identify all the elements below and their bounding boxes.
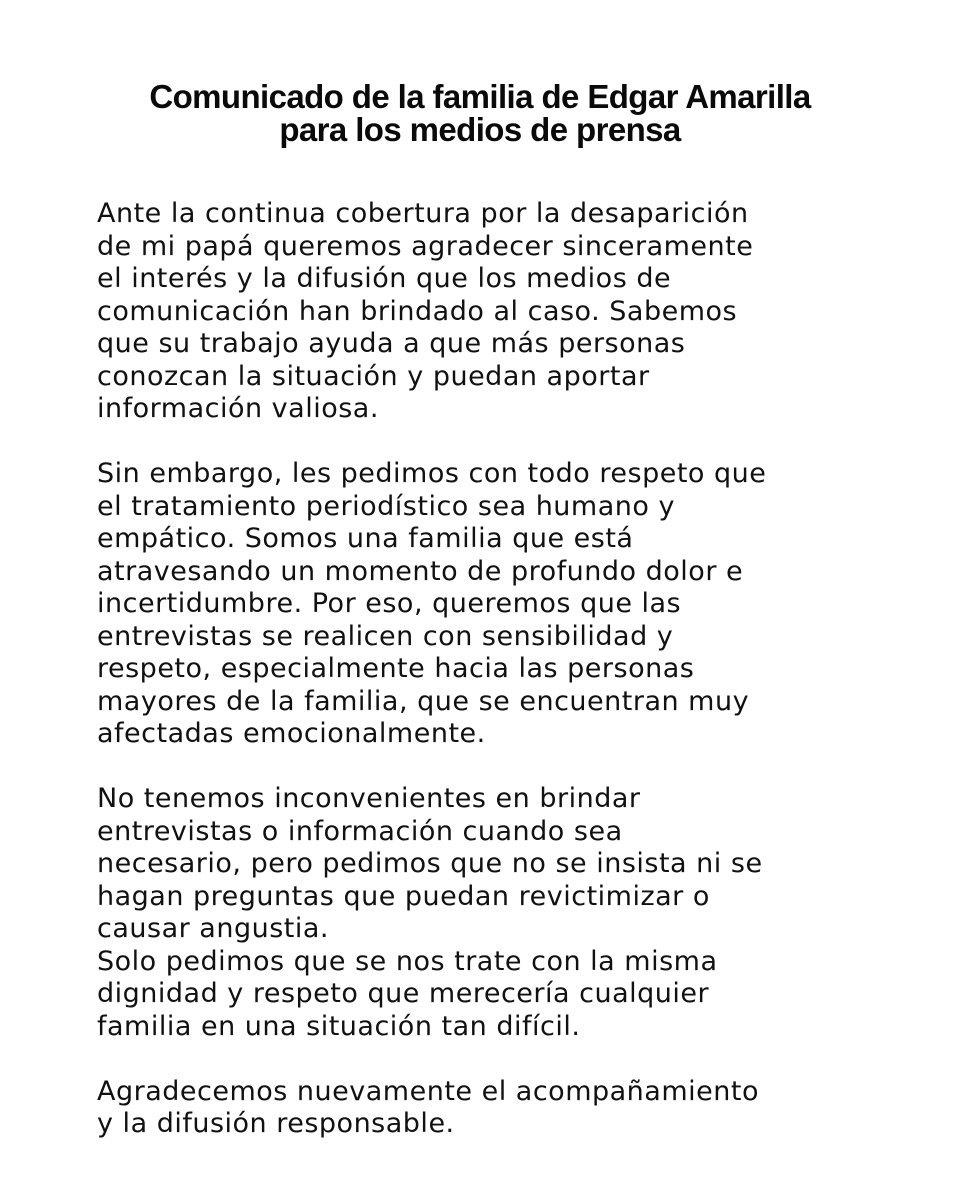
text-line: incertidumbre. Por eso, queremos que las (97, 588, 682, 619)
text-line: Ante la continua cobertura por la desaparición (97, 198, 749, 229)
title-line: para los medios de prensa (279, 111, 681, 148)
text-line: afectadas emocionalmente. (97, 718, 486, 749)
paragraph-interviews (97, 783, 897, 946)
text-line: comunicación han brindado al caso. Sabemos (97, 295, 738, 327)
paragraph-closing (97, 1076, 897, 1141)
text-line: entrevistas o información cuando sea (97, 815, 623, 847)
text-line: mayores de la familia, que se encuentran muy (97, 685, 750, 717)
text-line: conozcan la situación y puedan aportar (97, 360, 650, 392)
text-line: Solo pedimos que se nos trate con la misma (97, 945, 718, 977)
paragraph-request (97, 458, 897, 751)
text-line: el tratamiento periodístico sea humano y (97, 490, 675, 522)
paragraph-dignity (97, 946, 897, 1044)
text-line: Sin embargo, les pedimos con todo respeto que (97, 458, 767, 489)
text-line: No tenemos inconvenientes en brindar (97, 783, 641, 814)
paragraph-gratitude (97, 198, 897, 426)
text-line: atravesando un momento de profundo dolor e (97, 555, 744, 587)
text-line: de mi papá queremos agradecer sinceramente (97, 230, 754, 262)
text-line: hagan preguntas que puedan revictimizar o (97, 880, 710, 912)
text-line: necesario, pero pedimos que no se insista ni se (97, 848, 763, 879)
text-line: empático. Somos una familia que está (97, 523, 634, 554)
text-line: causar angustia. (97, 913, 329, 944)
text-line: respeto, especialmente hacia las personas (97, 653, 695, 684)
text-line: y la difusión responsable. (97, 1108, 455, 1139)
title-line: Comunicado de la familia de Edgar Amarilla (149, 78, 811, 115)
statement-title (60, 80, 900, 146)
statement-body (97, 198, 897, 1141)
text-line: Agradecemos nuevamente el acompañamiento (97, 1075, 759, 1107)
text-line: dignidad y respeto que merecería cualquier (97, 978, 710, 1009)
text-line: información valiosa. (97, 393, 379, 424)
text-line: entrevistas se realicen con sensibilidad y (97, 620, 674, 652)
text-line: que su trabajo ayuda a que más personas (97, 328, 686, 359)
text-line: familia en una situación tan difícil. (97, 1010, 581, 1042)
text-line: el interés y la difusión que los medios de (97, 263, 672, 294)
